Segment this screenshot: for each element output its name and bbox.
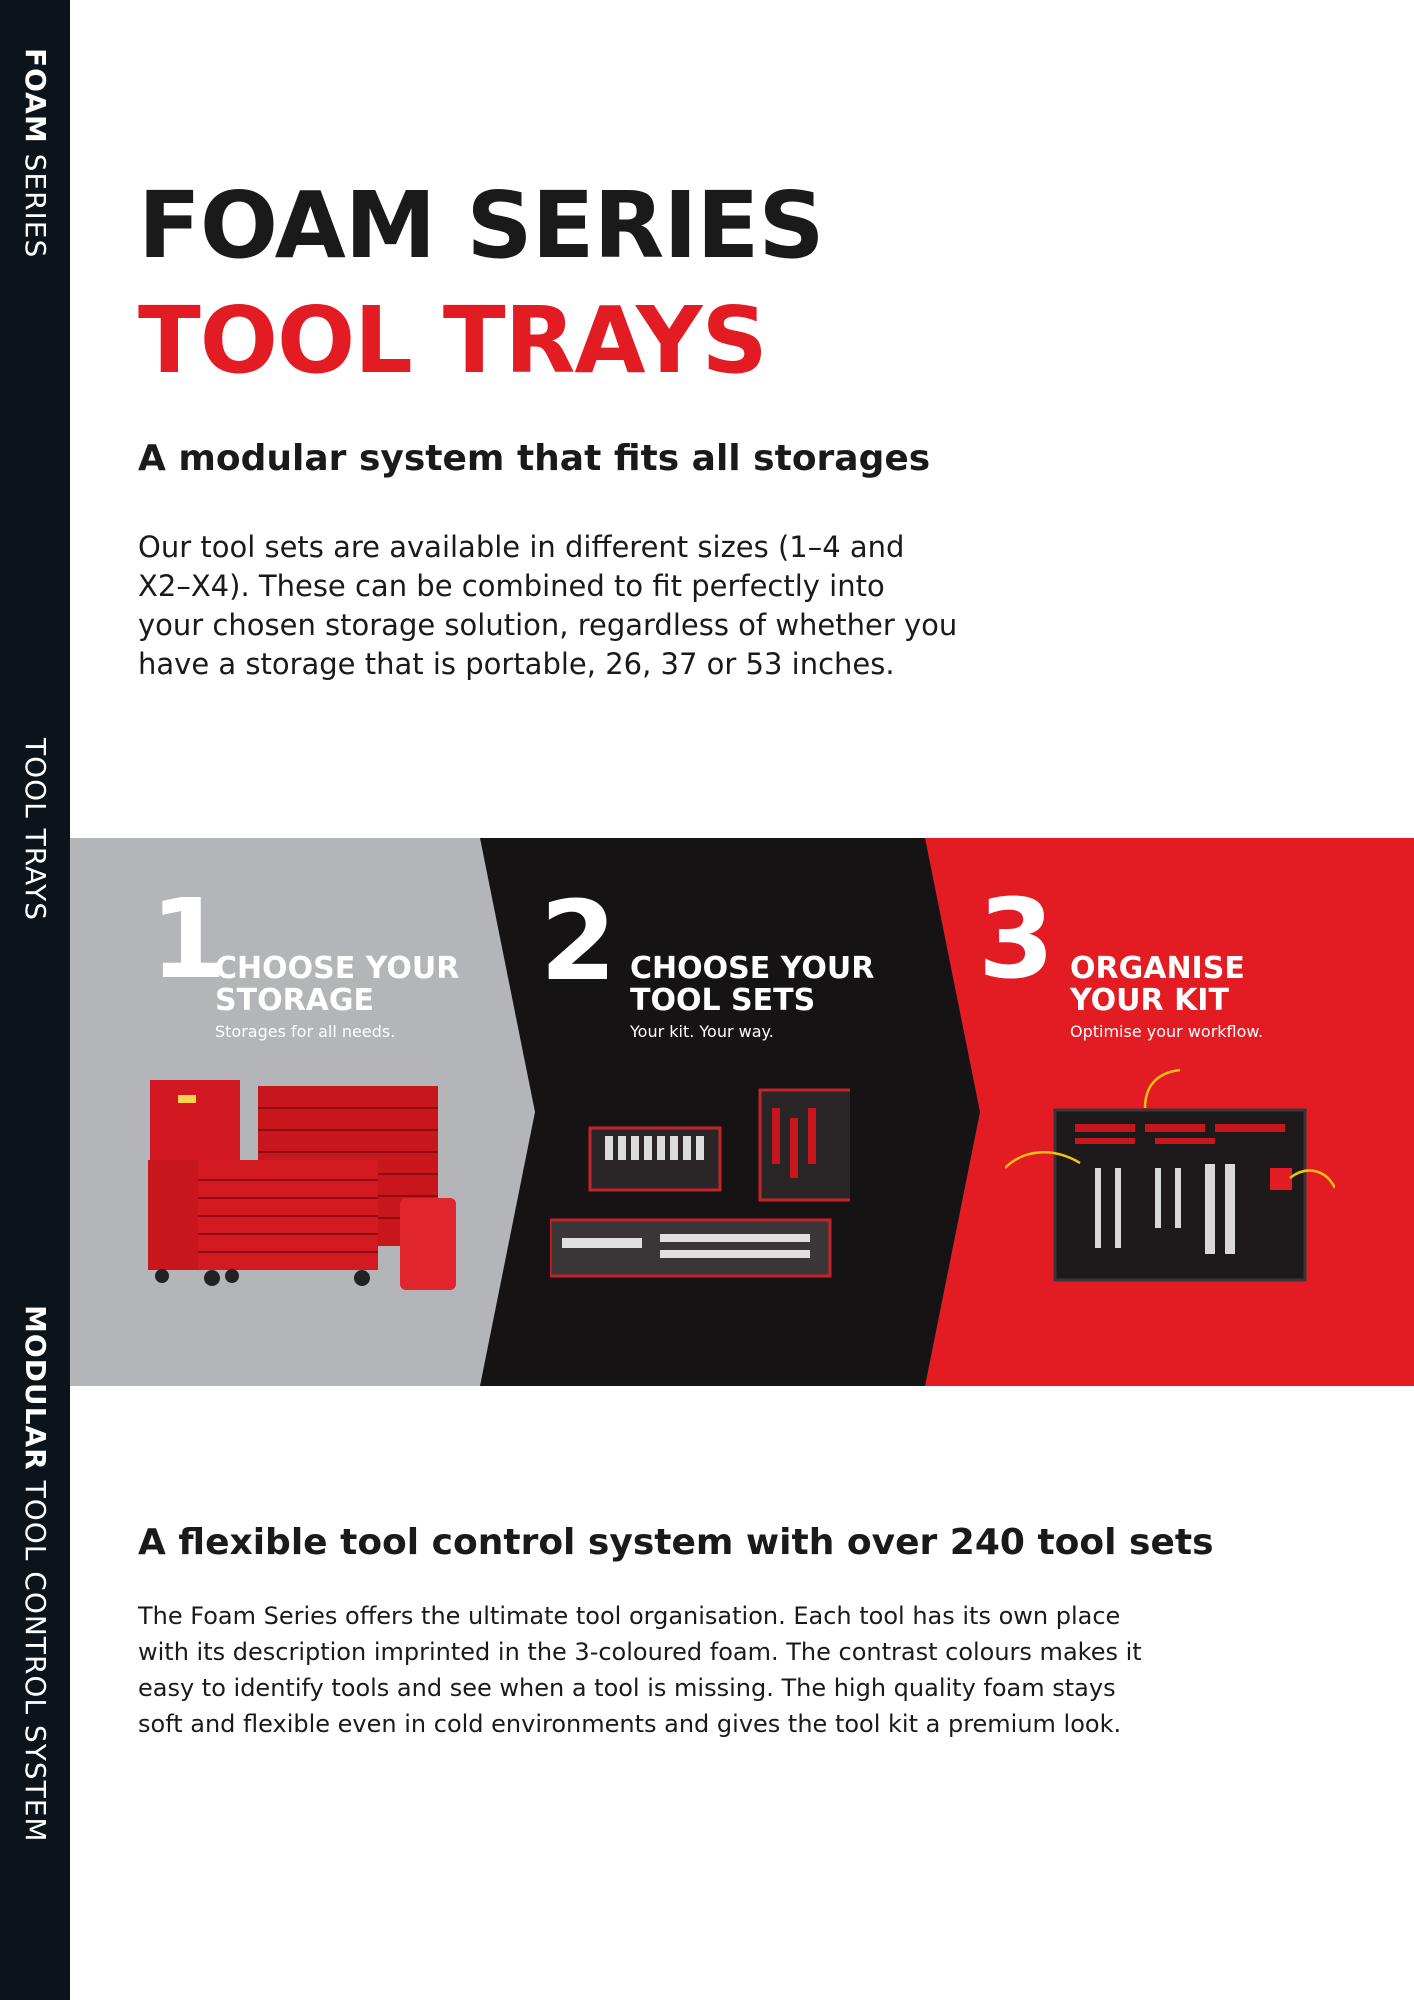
- kit-square: [1270, 1168, 1292, 1190]
- organised-kit-illustration: [1005, 1068, 1335, 1288]
- step-2-subtitle: Your kit. Your way.: [630, 1022, 774, 1041]
- flexible-body: The Foam Series offers the ultimate tool organisation. Each tool has its own place with its description imprinted in the 3-coloured foam. The contrast colours makes it easy to identify tools and see when a tool is missing. The high quality foam stays soft and flexible even in cold environments and gives the tool kit a premium look.: [138, 1602, 1142, 1738]
- steps-banner: [70, 838, 1414, 1386]
- step-3-title: [1070, 953, 1245, 1017]
- arrow-top: [1145, 1070, 1180, 1108]
- step-1-title-line-2: STORAGE: [215, 983, 375, 1018]
- chest-eyes: [178, 1095, 196, 1103]
- step-1-title-line-1: CHOOSE YOUR: [215, 951, 460, 986]
- flexible-heading: A flexible tool control system with over 240 tool sets: [138, 1522, 1214, 1563]
- page-title-line-2: TOOL TRAYS: [138, 287, 767, 394]
- step-3-title-line-1: ORGANISE: [1070, 951, 1245, 986]
- step-3-title-line-2: YOUR KIT: [1070, 983, 1229, 1018]
- step-1-number: 1: [150, 875, 227, 1003]
- sidebar: [0, 0, 70, 2000]
- step-2-title-line-2: TOOL SETS: [630, 983, 816, 1018]
- intro-heading: A modular system that fits all storages: [138, 438, 931, 479]
- step-1-subtitle: Storages for all needs.: [215, 1022, 396, 1041]
- sidebar-label-modular-system: MODULAR TOOL CONTROL SYSTEM: [19, 1305, 52, 1843]
- step-1-title: [215, 953, 459, 1017]
- step-2-title: [630, 953, 874, 1017]
- step-3-number: 3: [978, 875, 1055, 1003]
- sidebar-label-tool-trays: TOOL TRAYS: [19, 738, 52, 921]
- trolley-case: [400, 1198, 456, 1290]
- page-title-line-1: FOAM SERIES: [138, 172, 824, 279]
- sidebar-label-foam-series: FOAM SERIES: [19, 48, 52, 259]
- step-2-title-line-1: CHOOSE YOUR: [630, 951, 875, 986]
- storage-illustration: [148, 1080, 468, 1300]
- top-chest: [150, 1080, 240, 1160]
- intro-body: Our tool sets are available in different sizes (1–4 and X2–X4). These can be combined to fit perfectly into your chosen storage solution, regardless of whether you have a storage that is portable, 26, 37 or 53 inches.: [138, 530, 958, 681]
- step-2-number: 2: [540, 877, 617, 1005]
- tool-sets-illustration: [550, 1088, 850, 1288]
- step-3-subtitle: Optimise your workflow.: [1070, 1022, 1264, 1041]
